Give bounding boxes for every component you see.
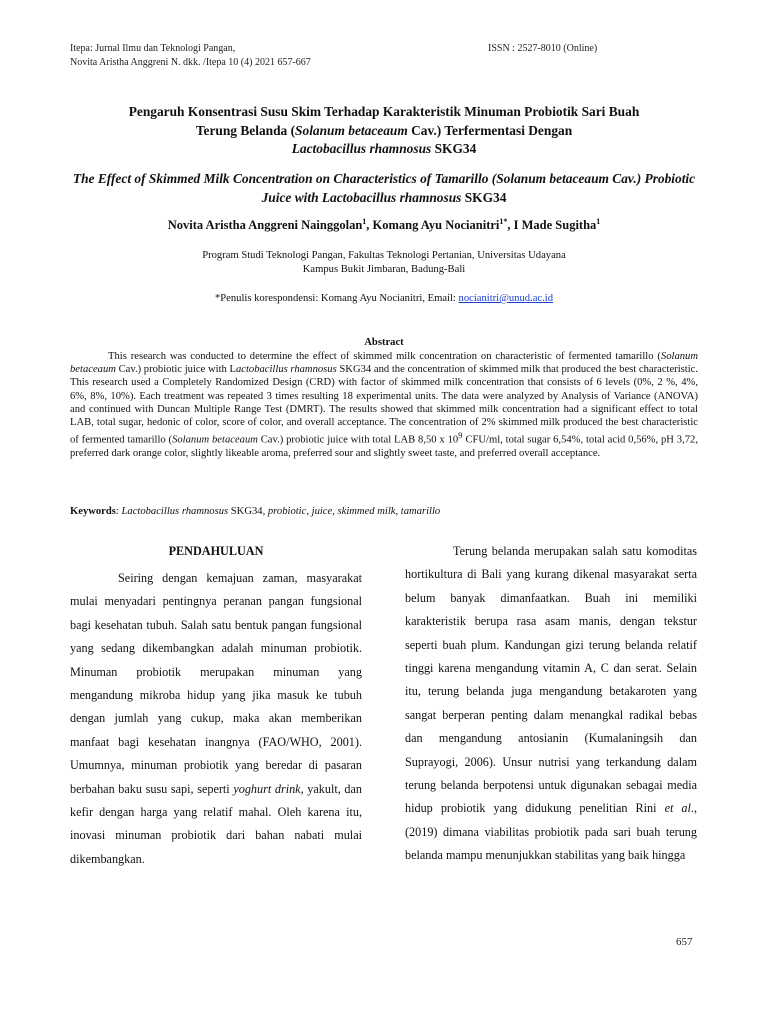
correspondence: *Penulis korespondensi: Komang Ayu Nocianitri, Email: nocianitri@unud.ac.id <box>214 293 554 304</box>
title-id-line1: Pengaruh Konsentrasi Susu Skim Terhadap Karakteristik Minuman Probiotik Sari Buah <box>128 104 640 119</box>
abstract-heading: Abstract <box>364 337 404 348</box>
section-heading: PENDAHULUAN <box>168 544 264 558</box>
paragraph: Terung belanda merupakan salah satu komoditas hortikultura di Bali yang kurang dikenal masyarakat serta belum banyak dimanfaatkan. Buah ini memiliki karakteristik berupa rasa asam manis, dengan tekstur seperti buah plum. Kandungan gizi terung belanda relatif tinggi karena mengandung vitamin A, C dan serat. Selain itu, terung belanda juga mengandung betakaroten yang sangat berperan penting dalam menangkal radikal bebas dan mengandung antosianin (Kumalaningsih dan Suprayogi, 2006). Unsur nutrisi yang terkandung dalam terung belanda berpotensi untuk digunakan sebagai media hidup probiotik yang didukung penelitian Rini et al., (2019) dimana viabilitas probiotik pada sari buah terung belanda mampu menunjukkan stabilitas yang baik hingga <box>405 544 698 863</box>
abstract-body: This research was conducted to determine the effect of skimmed milk concentration on characteristic of fermented tamarillo (Solanum betaceaum Cav.) probiotic juice with Lactobacillus rhamnosus SKG34 and the concentration of skimmed milk that produced the best characteristic. This research used a Completely Randomized Design (CRD) with factor of skimmed milk concentration that consists of 6 levels (0%, 2 %, 4%, 6%, 8%, 10%). Each treatment was repeated 3 times resulting 18 experimental units. The data were analyzed by Analysis of Variance (ANOVA) and continued with Duncan Multiple Range Test (DMRT). The results showed that skimmed milk concentration had a significant effect to total LAB, total sugar, hedonic of color, score of color, and overall acceptance. The concentration of 2% skimmed milk produced the best characteristic of fermented tamarillo (Solanum betaceaum Cav.) probiotic juice with total LAB 8,50 x $10^9$ CFU/ml, total sugar 6,54%, total acid 0,56%, pH 3,72, preferred dark orange color, slightly likeable aroma, preferred sour and slightly sweet taste, and preferred overall acceptance. <box>70 351 698 459</box>
page-number: 657 <box>676 936 693 948</box>
keywords: Keywords: Lactobacillus rhamnosus SKG34, probiotic, juice, skimmed milk, tamarillo <box>70 506 441 517</box>
body-column-left <box>70 567 362 871</box>
title-indonesian <box>70 103 698 159</box>
body-column-right <box>405 540 697 868</box>
affiliation: Program Studi Teknologi Pangan, Fakultas Teknologi Pertanian, Universitas Udayana Kampus Bukit Jimbaran, Badung-Bali <box>202 250 566 275</box>
article-citation: Novita Aristha Anggreni N. dkk. /Itepa 10 (4) 2021 657-667 <box>70 57 311 68</box>
title-english: The Effect of Skimmed Milk Concentration on Characteristics of Tamarillo (Solanum betaceaum Cav.) Probiotic Juice with Lactobacillus rhamnosus SKG34 <box>72 171 696 205</box>
author-list: Novita Aristha Anggreni Nainggolan$^1$, Komang Ayu Nocianitri$^{1*}$, I Made Sugitha$^1$ <box>167 217 601 232</box>
paragraph: Seiring dengan kemajuan zaman, masyarakat mulai menyadari pentingnya peranan pangan fungsional bagi kesehatan tubuh. Salah satu bentuk pangan fungsional yang sedang dikembangkan adalah minuman probiotik. Minuman probiotik merupakan minuman yang mengandung mikroba hidup yang jika masuk ke tubuh dengan jumlah yang cukup, maka akan memberikan manfaat bagi kesehatan inangnya (FAO/WHO, 2001). Umumnya, minuman probiotik yang beredar di pasaran berbahan baku susu sapi, seperti yoghurt drink, yakult, dan kefir dengan harga yang relatif mahal. Oleh karena itu, inovasi minuman probiotik dari bahan nabati mulai dikembangkan. <box>70 571 362 866</box>
journal-name: Itepa: Jurnal Ilmu dan Teknologi Pangan, <box>70 43 236 54</box>
running-header-left <box>70 42 311 70</box>
title-id-line2: Terung Belanda (Solanum betaceaum Cav.) Terfermentasi Dengan <box>195 122 573 138</box>
email-link[interactable]: nocianitri@unud.ac.id <box>458 293 554 304</box>
title-id-line3: Lactobacillus rhamnosus SKG34 <box>291 141 477 156</box>
issn-label: ISSN : 2527-8010 (Online) <box>488 43 598 54</box>
